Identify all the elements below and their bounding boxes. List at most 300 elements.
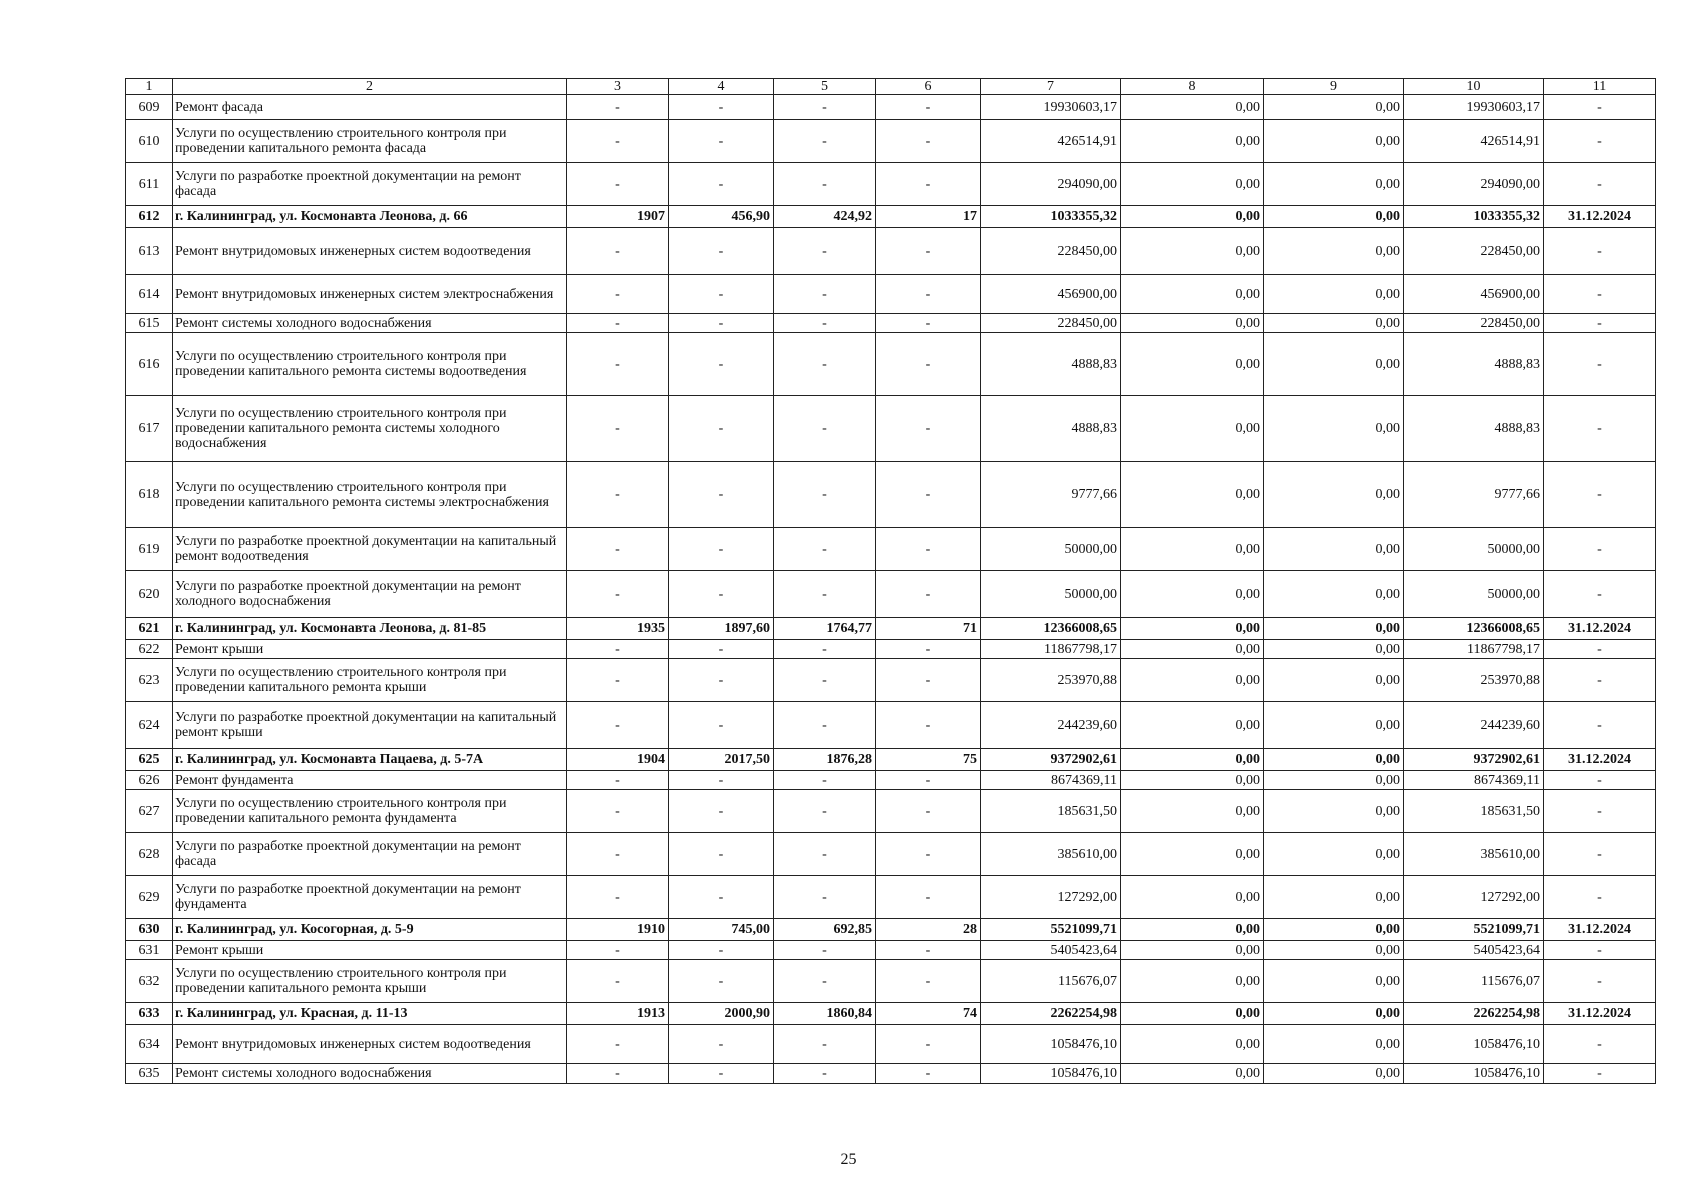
- cell-col-4: -: [669, 833, 774, 876]
- cell-col-7: 5521099,71: [981, 919, 1121, 941]
- cell-col-2: Ремонт внутридомовых инженерных систем электроснабжения: [173, 275, 567, 314]
- table-row: [126, 462, 1656, 528]
- cell-col-6: -: [876, 275, 981, 314]
- cell-col-6: -: [876, 640, 981, 659]
- cell-col-5: -: [774, 163, 876, 206]
- cell-col-10: 5405423,64: [1404, 941, 1544, 960]
- cell-col-1: 635: [126, 1064, 173, 1084]
- address-row: [126, 749, 1656, 771]
- cell-col-1: 625: [126, 749, 173, 771]
- table-row: [126, 640, 1656, 659]
- cell-col-9: 0,00: [1264, 275, 1404, 314]
- cell-col-8: 0,00: [1121, 919, 1264, 941]
- cell-col-11: -: [1544, 771, 1656, 790]
- cell-col-3: -: [567, 314, 669, 333]
- cell-col-9: 0,00: [1264, 919, 1404, 941]
- table-row: [126, 396, 1656, 462]
- cell-col-5: -: [774, 960, 876, 1003]
- cell-col-3: -: [567, 941, 669, 960]
- cell-col-4: -: [669, 95, 774, 120]
- cell-col-1: 615: [126, 314, 173, 333]
- cell-col-6: 17: [876, 206, 981, 228]
- cell-col-6: -: [876, 333, 981, 396]
- cell-col-6: -: [876, 833, 981, 876]
- cell-col-8: 0,00: [1121, 1064, 1264, 1084]
- cell-col-2: Ремонт крыши: [173, 941, 567, 960]
- cell-col-2: Услуги по осуществлению строительного контроля при проведении капитального ремонта фасада: [173, 120, 567, 163]
- cell-col-8: 0,00: [1121, 163, 1264, 206]
- cell-col-9: 0,00: [1264, 1003, 1404, 1025]
- cell-col-2: Ремонт крыши: [173, 640, 567, 659]
- address-row: [126, 618, 1656, 640]
- cell-col-5: -: [774, 702, 876, 749]
- cell-col-4: -: [669, 314, 774, 333]
- cell-col-9: 0,00: [1264, 618, 1404, 640]
- cell-col-5: -: [774, 528, 876, 571]
- cell-col-4: -: [669, 163, 774, 206]
- cell-col-8: 0,00: [1121, 941, 1264, 960]
- cell-col-9: 0,00: [1264, 206, 1404, 228]
- cell-col-5: -: [774, 120, 876, 163]
- cell-col-2: Ремонт системы холодного водоснабжения: [173, 1064, 567, 1084]
- cell-col-3: -: [567, 640, 669, 659]
- cell-col-2: Ремонт фасада: [173, 95, 567, 120]
- cell-col-10: 19930603,17: [1404, 95, 1544, 120]
- cell-col-2: Услуги по разработке проектной документации на ремонт холодного водоснабжения: [173, 571, 567, 618]
- cell-col-2: г. Калининград, ул. Космонавта Леонова, д. 66: [173, 206, 567, 228]
- cell-col-1: 609: [126, 95, 173, 120]
- cell-col-3: -: [567, 659, 669, 702]
- cell-col-8: 0,00: [1121, 1025, 1264, 1064]
- cell-col-1: 614: [126, 275, 173, 314]
- header-cell-1: 1: [126, 79, 173, 95]
- cell-col-10: 115676,07: [1404, 960, 1544, 1003]
- cell-col-11: -: [1544, 314, 1656, 333]
- cell-col-6: -: [876, 702, 981, 749]
- cell-col-4: 2017,50: [669, 749, 774, 771]
- cell-col-1: 630: [126, 919, 173, 941]
- cell-col-10: 385610,00: [1404, 833, 1544, 876]
- header-cell-8: 8: [1121, 79, 1264, 95]
- cell-col-11: -: [1544, 228, 1656, 275]
- cell-col-10: 8674369,11: [1404, 771, 1544, 790]
- header-row: [126, 79, 1656, 95]
- cell-col-4: -: [669, 960, 774, 1003]
- cell-col-5: -: [774, 640, 876, 659]
- cell-col-8: 0,00: [1121, 771, 1264, 790]
- cell-col-10: 50000,00: [1404, 571, 1544, 618]
- cell-col-7: 253970,88: [981, 659, 1121, 702]
- cell-col-1: 612: [126, 206, 173, 228]
- cell-col-5: -: [774, 1025, 876, 1064]
- cell-col-9: 0,00: [1264, 640, 1404, 659]
- cell-col-4: -: [669, 941, 774, 960]
- cell-col-8: 0,00: [1121, 396, 1264, 462]
- cell-col-3: -: [567, 790, 669, 833]
- cell-col-4: -: [669, 1025, 774, 1064]
- table-row: [126, 314, 1656, 333]
- cell-col-8: 0,00: [1121, 228, 1264, 275]
- cell-col-7: 4888,83: [981, 396, 1121, 462]
- cell-col-2: Услуги по разработке проектной документации на капитальный ремонт водоотведения: [173, 528, 567, 571]
- cell-col-9: 0,00: [1264, 314, 1404, 333]
- table-row: [126, 941, 1656, 960]
- cell-col-11: -: [1544, 571, 1656, 618]
- cell-col-7: 11867798,17: [981, 640, 1121, 659]
- cell-col-7: 127292,00: [981, 876, 1121, 919]
- cell-col-6: -: [876, 659, 981, 702]
- cell-col-3: 1935: [567, 618, 669, 640]
- cell-col-2: Услуги по осуществлению строительного контроля при проведении капитального ремонта крыши: [173, 659, 567, 702]
- cell-col-11: -: [1544, 702, 1656, 749]
- cell-col-6: -: [876, 960, 981, 1003]
- cell-col-7: 426514,91: [981, 120, 1121, 163]
- cell-col-3: -: [567, 1025, 669, 1064]
- cell-col-6: -: [876, 396, 981, 462]
- cell-col-4: -: [669, 571, 774, 618]
- cell-col-9: 0,00: [1264, 749, 1404, 771]
- header-cell-9: 9: [1264, 79, 1404, 95]
- cell-col-7: 228450,00: [981, 228, 1121, 275]
- cell-col-8: 0,00: [1121, 462, 1264, 528]
- cell-col-5: -: [774, 1064, 876, 1084]
- cell-col-3: 1913: [567, 1003, 669, 1025]
- cell-col-9: 0,00: [1264, 659, 1404, 702]
- cell-col-11: -: [1544, 1064, 1656, 1084]
- cell-col-1: 624: [126, 702, 173, 749]
- cell-col-1: 626: [126, 771, 173, 790]
- cell-col-11: -: [1544, 396, 1656, 462]
- cell-col-11: -: [1544, 640, 1656, 659]
- cell-col-9: 0,00: [1264, 528, 1404, 571]
- cell-col-6: -: [876, 528, 981, 571]
- cell-col-10: 185631,50: [1404, 790, 1544, 833]
- cell-col-11: 31.12.2024: [1544, 1003, 1656, 1025]
- cell-col-6: 28: [876, 919, 981, 941]
- cell-col-1: 634: [126, 1025, 173, 1064]
- cell-col-3: -: [567, 333, 669, 396]
- cell-col-4: -: [669, 640, 774, 659]
- cell-col-7: 9372902,61: [981, 749, 1121, 771]
- cell-col-8: 0,00: [1121, 618, 1264, 640]
- cell-col-3: -: [567, 876, 669, 919]
- cell-col-7: 244239,60: [981, 702, 1121, 749]
- cell-col-7: 185631,50: [981, 790, 1121, 833]
- cell-col-10: 253970,88: [1404, 659, 1544, 702]
- cell-col-11: -: [1544, 333, 1656, 396]
- cell-col-4: -: [669, 528, 774, 571]
- cell-col-3: 1910: [567, 919, 669, 941]
- cell-col-2: г. Калининград, ул. Космонавта Леонова, д. 81-85: [173, 618, 567, 640]
- cell-col-4: -: [669, 462, 774, 528]
- cell-col-5: -: [774, 571, 876, 618]
- cell-col-5: -: [774, 876, 876, 919]
- cell-col-6: -: [876, 1025, 981, 1064]
- cell-col-7: 4888,83: [981, 333, 1121, 396]
- cell-col-10: 228450,00: [1404, 228, 1544, 275]
- cell-col-6: -: [876, 1064, 981, 1084]
- cell-col-2: Услуги по разработке проектной документации на капитальный ремонт крыши: [173, 702, 567, 749]
- cell-col-7: 1033355,32: [981, 206, 1121, 228]
- cell-col-1: 616: [126, 333, 173, 396]
- cell-col-5: 424,92: [774, 206, 876, 228]
- cell-col-10: 12366008,65: [1404, 618, 1544, 640]
- cell-col-3: -: [567, 95, 669, 120]
- cell-col-5: -: [774, 833, 876, 876]
- cell-col-7: 115676,07: [981, 960, 1121, 1003]
- cell-col-4: 1897,60: [669, 618, 774, 640]
- cell-col-7: 12366008,65: [981, 618, 1121, 640]
- table-row: [126, 163, 1656, 206]
- cell-col-10: 426514,91: [1404, 120, 1544, 163]
- cell-col-5: 1876,28: [774, 749, 876, 771]
- cell-col-2: г. Калининград, ул. Косогорная, д. 5-9: [173, 919, 567, 941]
- table-row: [126, 1025, 1656, 1064]
- cell-col-8: 0,00: [1121, 790, 1264, 833]
- cell-col-8: 0,00: [1121, 1003, 1264, 1025]
- table-row: [126, 1064, 1656, 1084]
- cell-col-11: 31.12.2024: [1544, 919, 1656, 941]
- cell-col-2: г. Калининград, ул. Красная, д. 11-13: [173, 1003, 567, 1025]
- cell-col-9: 0,00: [1264, 1064, 1404, 1084]
- cell-col-1: 621: [126, 618, 173, 640]
- table-row: [126, 876, 1656, 919]
- cell-col-8: 0,00: [1121, 206, 1264, 228]
- header-cell-11: 11: [1544, 79, 1656, 95]
- cell-col-3: 1907: [567, 206, 669, 228]
- cell-col-9: 0,00: [1264, 960, 1404, 1003]
- table-row: [126, 275, 1656, 314]
- cell-col-6: 71: [876, 618, 981, 640]
- cell-col-5: -: [774, 333, 876, 396]
- cell-col-6: -: [876, 771, 981, 790]
- cell-col-2: Ремонт внутридомовых инженерных систем водоотведения: [173, 228, 567, 275]
- cell-col-2: Услуги по осуществлению строительного контроля при проведении капитального ремонта фундамента: [173, 790, 567, 833]
- cell-col-3: -: [567, 120, 669, 163]
- cell-col-1: 628: [126, 833, 173, 876]
- cell-col-1: 620: [126, 571, 173, 618]
- table-row: [126, 659, 1656, 702]
- cell-col-11: -: [1544, 528, 1656, 571]
- cell-col-6: -: [876, 462, 981, 528]
- cell-col-5: 692,85: [774, 919, 876, 941]
- cell-col-4: 2000,90: [669, 1003, 774, 1025]
- cell-col-10: 4888,83: [1404, 333, 1544, 396]
- cell-col-10: 1058476,10: [1404, 1064, 1544, 1084]
- cell-col-10: 456900,00: [1404, 275, 1544, 314]
- cell-col-7: 5405423,64: [981, 941, 1121, 960]
- cell-col-5: -: [774, 462, 876, 528]
- cell-col-8: 0,00: [1121, 333, 1264, 396]
- cell-col-8: 0,00: [1121, 95, 1264, 120]
- cell-col-9: 0,00: [1264, 1025, 1404, 1064]
- cell-col-11: 31.12.2024: [1544, 618, 1656, 640]
- cell-col-9: 0,00: [1264, 771, 1404, 790]
- repair-program-table: [125, 78, 1656, 1084]
- cell-col-11: -: [1544, 462, 1656, 528]
- cell-col-3: -: [567, 275, 669, 314]
- cell-col-2: Услуги по осуществлению строительного контроля при проведении капитального ремонта системы электроснабжения: [173, 462, 567, 528]
- table-row: [126, 528, 1656, 571]
- table-row: [126, 95, 1656, 120]
- cell-col-1: 617: [126, 396, 173, 462]
- cell-col-7: 456900,00: [981, 275, 1121, 314]
- cell-col-4: -: [669, 771, 774, 790]
- cell-col-8: 0,00: [1121, 702, 1264, 749]
- cell-col-8: 0,00: [1121, 833, 1264, 876]
- cell-col-2: Услуги по осуществлению строительного контроля при проведении капитального ремонта системы холодного водоснабжения: [173, 396, 567, 462]
- cell-col-5: -: [774, 771, 876, 790]
- cell-col-11: 31.12.2024: [1544, 749, 1656, 771]
- cell-col-4: -: [669, 876, 774, 919]
- cell-col-6: -: [876, 228, 981, 275]
- cell-col-11: 31.12.2024: [1544, 206, 1656, 228]
- cell-col-3: -: [567, 163, 669, 206]
- cell-col-4: -: [669, 333, 774, 396]
- cell-col-1: 633: [126, 1003, 173, 1025]
- cell-col-2: Услуги по разработке проектной документации на ремонт фасада: [173, 163, 567, 206]
- cell-col-11: -: [1544, 163, 1656, 206]
- cell-col-5: 1860,84: [774, 1003, 876, 1025]
- cell-col-10: 4888,83: [1404, 396, 1544, 462]
- cell-col-1: 623: [126, 659, 173, 702]
- cell-col-3: -: [567, 702, 669, 749]
- cell-col-2: Услуги по разработке проектной документации на ремонт фундамента: [173, 876, 567, 919]
- cell-col-5: -: [774, 275, 876, 314]
- cell-col-4: -: [669, 790, 774, 833]
- cell-col-8: 0,00: [1121, 528, 1264, 571]
- cell-col-7: 9777,66: [981, 462, 1121, 528]
- cell-col-3: -: [567, 462, 669, 528]
- cell-col-6: -: [876, 95, 981, 120]
- cell-col-3: -: [567, 528, 669, 571]
- cell-col-3: -: [567, 1064, 669, 1084]
- cell-col-9: 0,00: [1264, 163, 1404, 206]
- cell-col-11: -: [1544, 1025, 1656, 1064]
- cell-col-6: -: [876, 790, 981, 833]
- cell-col-10: 50000,00: [1404, 528, 1544, 571]
- cell-col-8: 0,00: [1121, 275, 1264, 314]
- cell-col-2: Услуги по осуществлению строительного контроля при проведении капитального ремонта крыши: [173, 960, 567, 1003]
- cell-col-11: -: [1544, 960, 1656, 1003]
- cell-col-9: 0,00: [1264, 95, 1404, 120]
- table-row: [126, 960, 1656, 1003]
- cell-col-7: 19930603,17: [981, 95, 1121, 120]
- cell-col-3: -: [567, 396, 669, 462]
- cell-col-9: 0,00: [1264, 790, 1404, 833]
- cell-col-1: 613: [126, 228, 173, 275]
- cell-col-2: Услуги по осуществлению строительного контроля при проведении капитального ремонта системы водоотведения: [173, 333, 567, 396]
- table-row: [126, 333, 1656, 396]
- cell-col-11: -: [1544, 120, 1656, 163]
- cell-col-9: 0,00: [1264, 120, 1404, 163]
- cell-col-4: -: [669, 228, 774, 275]
- table-row: [126, 571, 1656, 618]
- cell-col-1: 610: [126, 120, 173, 163]
- cell-col-11: -: [1544, 876, 1656, 919]
- cell-col-8: 0,00: [1121, 876, 1264, 919]
- cell-col-10: 228450,00: [1404, 314, 1544, 333]
- cell-col-3: -: [567, 228, 669, 275]
- header-cell-6: 6: [876, 79, 981, 95]
- cell-col-1: 622: [126, 640, 173, 659]
- cell-col-7: 1058476,10: [981, 1064, 1121, 1084]
- cell-col-7: 50000,00: [981, 528, 1121, 571]
- cell-col-2: Ремонт внутридомовых инженерных систем водоотведения: [173, 1025, 567, 1064]
- cell-col-11: -: [1544, 659, 1656, 702]
- cell-col-7: 8674369,11: [981, 771, 1121, 790]
- header-cell-4: 4: [669, 79, 774, 95]
- cell-col-4: -: [669, 1064, 774, 1084]
- cell-col-7: 385610,00: [981, 833, 1121, 876]
- cell-col-6: -: [876, 163, 981, 206]
- table-row: [126, 771, 1656, 790]
- cell-col-9: 0,00: [1264, 833, 1404, 876]
- cell-col-1: 618: [126, 462, 173, 528]
- cell-col-4: -: [669, 120, 774, 163]
- cell-col-6: -: [876, 120, 981, 163]
- cell-col-3: -: [567, 960, 669, 1003]
- cell-col-5: -: [774, 228, 876, 275]
- cell-col-9: 0,00: [1264, 462, 1404, 528]
- cell-col-3: -: [567, 771, 669, 790]
- cell-col-5: -: [774, 790, 876, 833]
- cell-col-10: 9777,66: [1404, 462, 1544, 528]
- cell-col-2: Услуги по разработке проектной документации на ремонт фасада: [173, 833, 567, 876]
- cell-col-9: 0,00: [1264, 702, 1404, 749]
- cell-col-11: -: [1544, 833, 1656, 876]
- cell-col-1: 631: [126, 941, 173, 960]
- address-row: [126, 919, 1656, 941]
- cell-col-3: -: [567, 571, 669, 618]
- cell-col-10: 244239,60: [1404, 702, 1544, 749]
- cell-col-7: 1058476,10: [981, 1025, 1121, 1064]
- header-cell-2: 2: [173, 79, 567, 95]
- cell-col-6: 74: [876, 1003, 981, 1025]
- cell-col-9: 0,00: [1264, 571, 1404, 618]
- cell-col-9: 0,00: [1264, 941, 1404, 960]
- cell-col-9: 0,00: [1264, 396, 1404, 462]
- table-row: [126, 120, 1656, 163]
- cell-col-10: 11867798,17: [1404, 640, 1544, 659]
- cell-col-4: 456,90: [669, 206, 774, 228]
- cell-col-6: -: [876, 876, 981, 919]
- page-number: 25: [840, 1151, 857, 1168]
- address-row: [126, 1003, 1656, 1025]
- table-row: [126, 228, 1656, 275]
- cell-col-1: 627: [126, 790, 173, 833]
- table-row: [126, 790, 1656, 833]
- cell-col-8: 0,00: [1121, 120, 1264, 163]
- header-cell-10: 10: [1404, 79, 1544, 95]
- cell-col-5: -: [774, 314, 876, 333]
- header-cell-3: 3: [567, 79, 669, 95]
- cell-col-7: 2262254,98: [981, 1003, 1121, 1025]
- cell-col-5: -: [774, 659, 876, 702]
- cell-col-3: -: [567, 833, 669, 876]
- cell-col-10: 294090,00: [1404, 163, 1544, 206]
- cell-col-11: -: [1544, 95, 1656, 120]
- cell-col-8: 0,00: [1121, 571, 1264, 618]
- cell-col-6: -: [876, 571, 981, 618]
- table-row: [126, 702, 1656, 749]
- cell-col-2: г. Калининград, ул. Космонавта Пацаева, д. 5-7А: [173, 749, 567, 771]
- cell-col-5: -: [774, 95, 876, 120]
- cell-col-8: 0,00: [1121, 659, 1264, 702]
- cell-col-6: -: [876, 314, 981, 333]
- cell-col-9: 0,00: [1264, 333, 1404, 396]
- address-row: [126, 206, 1656, 228]
